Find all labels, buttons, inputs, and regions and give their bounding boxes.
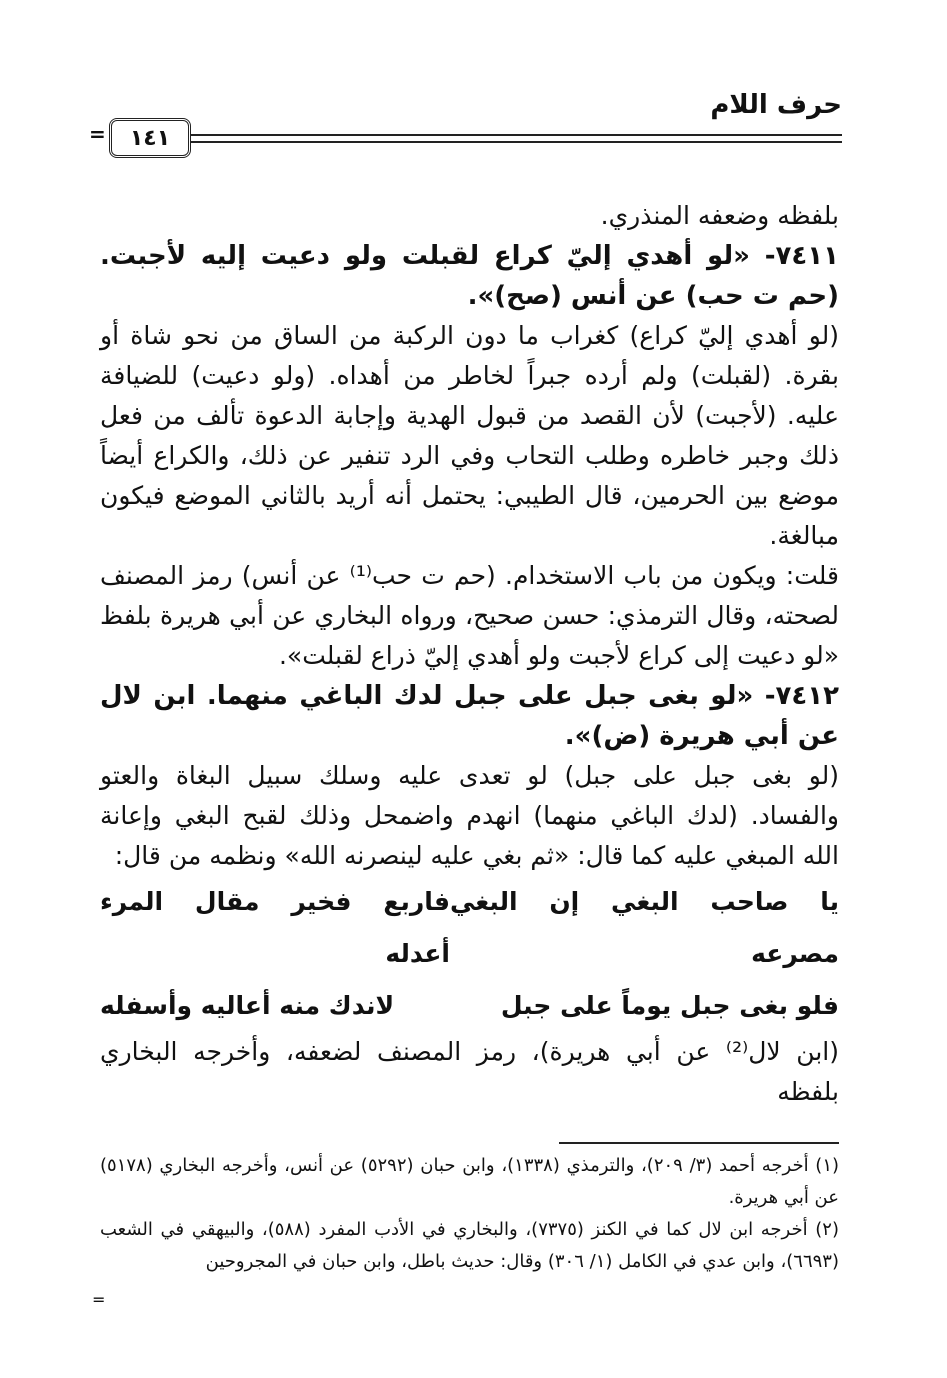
running-title: حرف اللام [710, 90, 842, 120]
page-number: ١٤١ [109, 118, 191, 158]
footnote-separator [559, 1142, 839, 1144]
main-text [100, 196, 839, 1112]
header-rule [190, 134, 842, 143]
footnotes [100, 1150, 839, 1278]
poem-hemistich-right: فلو بغى جبل يوماً على جبل [500, 991, 839, 1020]
commentary-paragraph: (لو أهدي إليّ كراع) كغراب ما دون الركبة من الساق من نحو شاة أو بقرة. (لقبلت) ولم أرده جبراً لخاطر من أهداه. (ولو دعيت) للضيافة عليه. (لأجبت) لأن القصد من قبول الهدية وإجابة الدعوة تألف من فعل ذلك وجبر خاطره وطلب التحاب وفي الرد تنفير عن ذلك، والكراع أيضاً موضع بين الحرمين، قال الطيبي: يحتمل أنه أريد بالثاني الموضع فيكون مبالغة. [100, 321, 839, 550]
footnote-2: (٢) أخرجه ابن لال كما في الكنز (٧٣٧٥)، والبخاري في الأدب المفرد (٥٨٨)، والبيهقي في الشعب (٦٦٩٣)، وابن عدي في الكامل (١/ ٣٠٦) وقال: حديث باطل، وابن حبان في المجروحين [100, 1219, 839, 1272]
commentary-paragraph: (لو بغى جبل على جبل) لو تعدى عليه وسلك سبيل البغاة والعتو والفساد. (لدك الباغي منهما) انهدم واضمحل وذلك لقبح البغي وإعانة الله المبغي عليه كما قال: «ثم بغي عليه لينصرنه الله» ونظمه من قال: [100, 761, 839, 870]
header-mark: = [89, 122, 106, 146]
closing-paragraph: (ابن لال⁽²⁾ عن أبي هريرة)، رمز المصنف لضعفه، وأخرجه البخاري بلفظه [100, 1037, 839, 1106]
poem-hemistich-left: لاندك منه أعاليه وأسفله [100, 991, 395, 1020]
poem-line [100, 876, 839, 980]
poem-hemistich-right: يا صاحب البغي إن البغي مصرعه [449, 887, 839, 968]
footnote-1: (١) أخرجه أحمد (٣/ ٢٠٩)، والترمذي (١٣٣٨)، وابن حبان (٥٢٩٢) عن أنس، وأخرجه البخاري (٥١٧٨) عن أبي هريرة. [100, 1155, 840, 1208]
page-header [89, 90, 842, 170]
paragraph: بلفظه وضعفه المنذري. [600, 201, 839, 230]
commentary-paragraph: قلت: ويكون من باب الاستخدام. (حم ت حب⁽¹⁾ عن أنس) رمز المصنف لصحته، وقال الترمذي: حسن صحيح، ورواه البخاري عن أبي هريرة بلفظ «لو دعيت إلى كراع لأجبت ولو أهدي إليّ ذراع لقبلت». [100, 561, 839, 670]
footer-mark: = [92, 1290, 106, 1309]
hadith-entry-7412: ٧٤١٢- «لو بغى جبل على جبل لدك الباغي منهما. ابن لال عن أبي هريرة (ض)». [100, 681, 839, 751]
poem-hemistich-left: فاربع فخير مقال المرء أعدله [100, 887, 450, 968]
hadith-entry-7411: ٧٤١١- «لو أهدي إليّ كراع لقبلت ولو دعيت إليه لأجبت. (حم ت حب) عن أنس (صح)». [100, 241, 839, 311]
poem-line [100, 980, 839, 1032]
